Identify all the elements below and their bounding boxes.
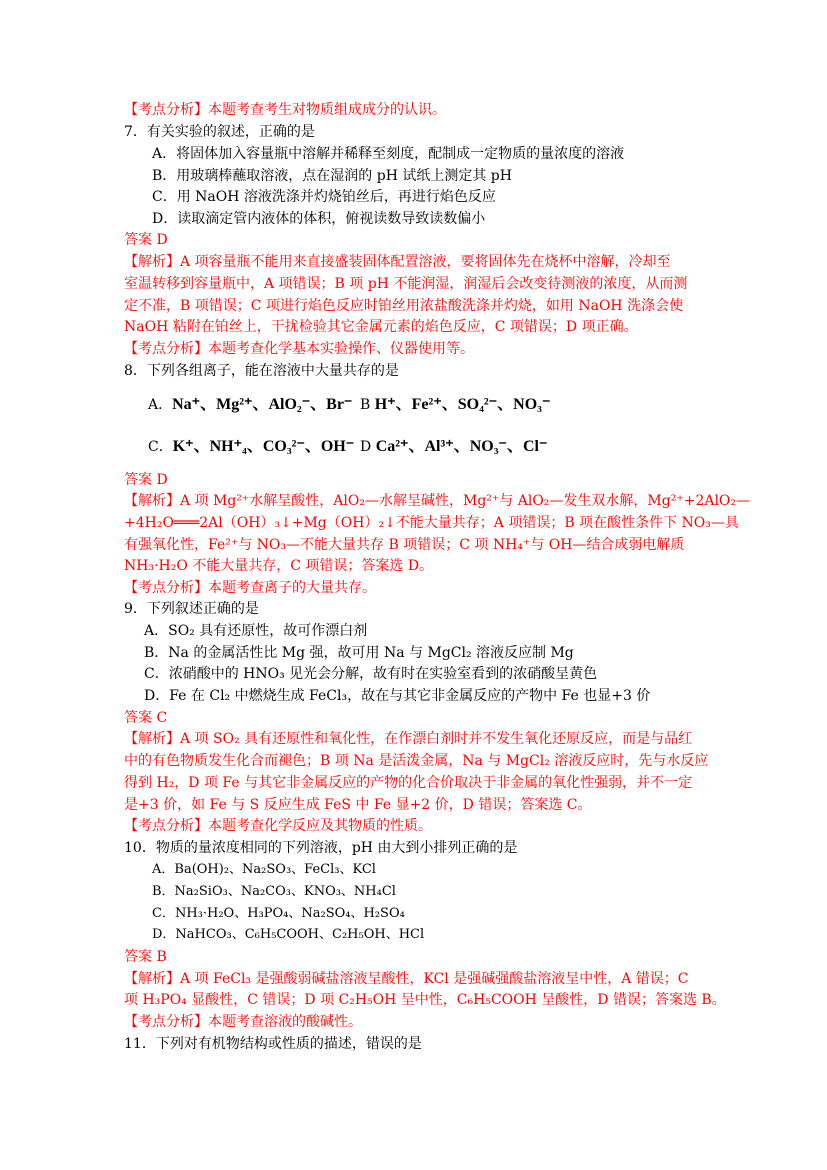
- q10-explanation-line: 【解析】A 项 FeCl₃ 是强酸弱碱盐溶液呈酸性，KCl 是强碱强酸盐溶液呈中性，A 错误；C: [124, 971, 689, 987]
- q8-stem: 8．下列各组离子，能在溶液中大量共存的是: [124, 363, 399, 379]
- q7-option-a: A．将固体加入容量瓶中溶解并稀释至刻度，配制成一定物质的量浓度的溶液: [152, 146, 625, 162]
- q10-option-b: B．Na₂SiO₃、Na₂CO₃、KNO₃、NH₄Cl: [152, 884, 396, 899]
- ion-list: Ca²⁺、Al³⁺、NO₃⁻、Cl⁻: [375, 438, 548, 455]
- q9-stem: 9．下列叙述正确的是: [124, 601, 259, 617]
- q9-answer: 答案 C: [124, 710, 168, 726]
- q8-explanation-line: 【解析】A 项 Mg²⁺水解呈酸性，AlO₂—水解呈碱性，Mg²⁺与 AlO₂—发生双水解，Mg²⁺+2AlO₂—: [124, 493, 751, 509]
- option-label: A．: [148, 397, 173, 413]
- q10-analysis: 【考点分析】本题考查溶液的酸碱性。: [124, 1014, 362, 1030]
- q8-explanation-line: 有强氧化性，Fe²⁺与 NO₃—不能大量共存 B 项错误；C 项 NH₄⁺与 OH—结合成弱电解质: [124, 537, 685, 553]
- q7-option-c: C．用 NaOH 溶液洗涤并灼烧铂丝后，再进行焰色反应: [152, 189, 496, 205]
- q10-option-a: A．Ba(OH)₂、Na₂SO₃、FeCl₃、KCl: [152, 862, 376, 877]
- q8-explanation-line: NH₃·H₂O 不能大量共存，C 项错误；答案选 D。: [124, 558, 434, 574]
- option-label: B: [360, 397, 375, 413]
- q9-option-b: B．Na 的金属活性比 Mg 强，故可用 Na 与 MgCl₂ 溶液反应制 Mg: [144, 645, 574, 661]
- q9-explanation-line: 中的有色物质发生化合而褪色；B 项 Na 是活泼金属，Na 与 MgCl₂ 溶液反应时，先与水反应: [124, 753, 709, 769]
- q7-explanation-line: NaOH 粘附在铂丝上，干扰检验其它金属元素的焰色反应，C 项错误；D 项正确。: [124, 319, 638, 335]
- q7-analysis: 【考点分析】本题考查化学基本实验操作、仪器使用等。: [124, 341, 474, 357]
- q8-option-a: [148, 396, 352, 414]
- q9-explanation-line: 得到 H₂，D 项 Fe 与其它非金属反应的产物的化合价取决于非金属的氧化性强弱，并不一定: [124, 775, 693, 791]
- q9-analysis: 【考点分析】本题考查化学反应及其物质的性质。: [124, 818, 432, 834]
- q8-option-d: [360, 438, 547, 456]
- q7-answer: 答案 D: [124, 232, 168, 248]
- q10-explanation-line: 项 H₃PO₄ 显酸性，C 错误；D 项 C₂H₅OH 呈中性，C₆H₅COOH 呈酸性，D 错误；答案选 B。: [124, 992, 726, 1008]
- q10-answer: 答案 B: [124, 949, 167, 965]
- q6-analysis: 【考点分析】本题考查考生对物质组成成分的认识。: [124, 102, 446, 118]
- q7-option-d: D．读取滴定管内液体的体积，俯视读数导致读数偏小: [152, 211, 486, 227]
- q10-option-c: C．NH₃·H₂O、H₃PO₄、Na₂SO₄、H₂SO₄: [152, 906, 405, 921]
- q7-explanation-line: 【解析】A 项容量瓶不能用来直接盛装固体配置溶液，要将固体先在烧杯中溶解，冷却至: [124, 254, 671, 270]
- q9-option-c: C．浓硝酸中的 HNO₃ 见光会分解，故有时在实验室看到的浓硝酸呈黄色: [144, 666, 598, 682]
- q7-option-b: B．用玻璃棒蘸取溶液，点在湿润的 pH 试纸上测定其 pH: [152, 168, 512, 184]
- q8-answer: 答案 D: [124, 472, 168, 488]
- option-label: D: [360, 439, 376, 455]
- q8-explanation-line: +4H₂O═══2Al（OH）₃↓+Mg（OH）₂↓不能大量共存；A 项错误；B 项在酸性条件下 NO₃—具: [124, 515, 739, 531]
- q10-stem: 10．物质的量浓度相同的下列溶液，pH 由大到小排列正确的是: [124, 840, 518, 856]
- q7-explanation-line: 室温转移到容量瓶中，A 项错误；B 项 pH 不能润湿，润湿后会改变待测液的浓度，从而测: [124, 276, 688, 292]
- ion-list: Na⁺、Mg²⁺、AlO₂⁻、Br⁻: [172, 396, 353, 413]
- q10-option-d: D．NaHCO₃、C₆H₅COOH、C₂H₅OH、HCl: [152, 927, 425, 942]
- ion-list: H⁺、Fe²⁺、SO₄²⁻、NO₃⁻: [374, 396, 551, 413]
- option-label: C．: [148, 439, 173, 455]
- q8-option-c: [148, 438, 354, 456]
- q9-option-a: A．SO₂ 具有还原性，故可作漂白剂: [144, 623, 368, 639]
- q7-stem: 7．有关实验的叙述，正确的是: [124, 124, 315, 140]
- q9-option-d: D．Fe 在 Cl₂ 中燃烧生成 FeCl₃，故在与其它非金属反应的产物中 Fe 也显+3 价: [144, 688, 651, 704]
- q11-stem: 11．下列对有机物结构或性质的描述，错误的是: [124, 1036, 422, 1052]
- q9-explanation-line: 【解析】A 项 SO₂ 具有还原性和氧化性，在作漂白剂时并不发生氧化还原反应，而是与品红: [124, 731, 693, 747]
- q9-explanation-line: 是+3 价，如 Fe 与 S 反应生成 FeS 中 Fe 显+2 价，D 错误；答案选 C。: [124, 797, 592, 813]
- q7-explanation-line: 定不准，B 项错误；C 项进行焰色反应时铂丝用浓盐酸洗涤并灼烧，如用 NaOH 洗涤会使: [124, 298, 684, 314]
- ion-list: K⁺、NH⁺₄、CO₃²⁻、OH⁻: [172, 438, 355, 455]
- q8-option-b: [360, 396, 550, 414]
- q8-analysis: 【考点分析】本题考查离子的大量共存。: [124, 580, 376, 596]
